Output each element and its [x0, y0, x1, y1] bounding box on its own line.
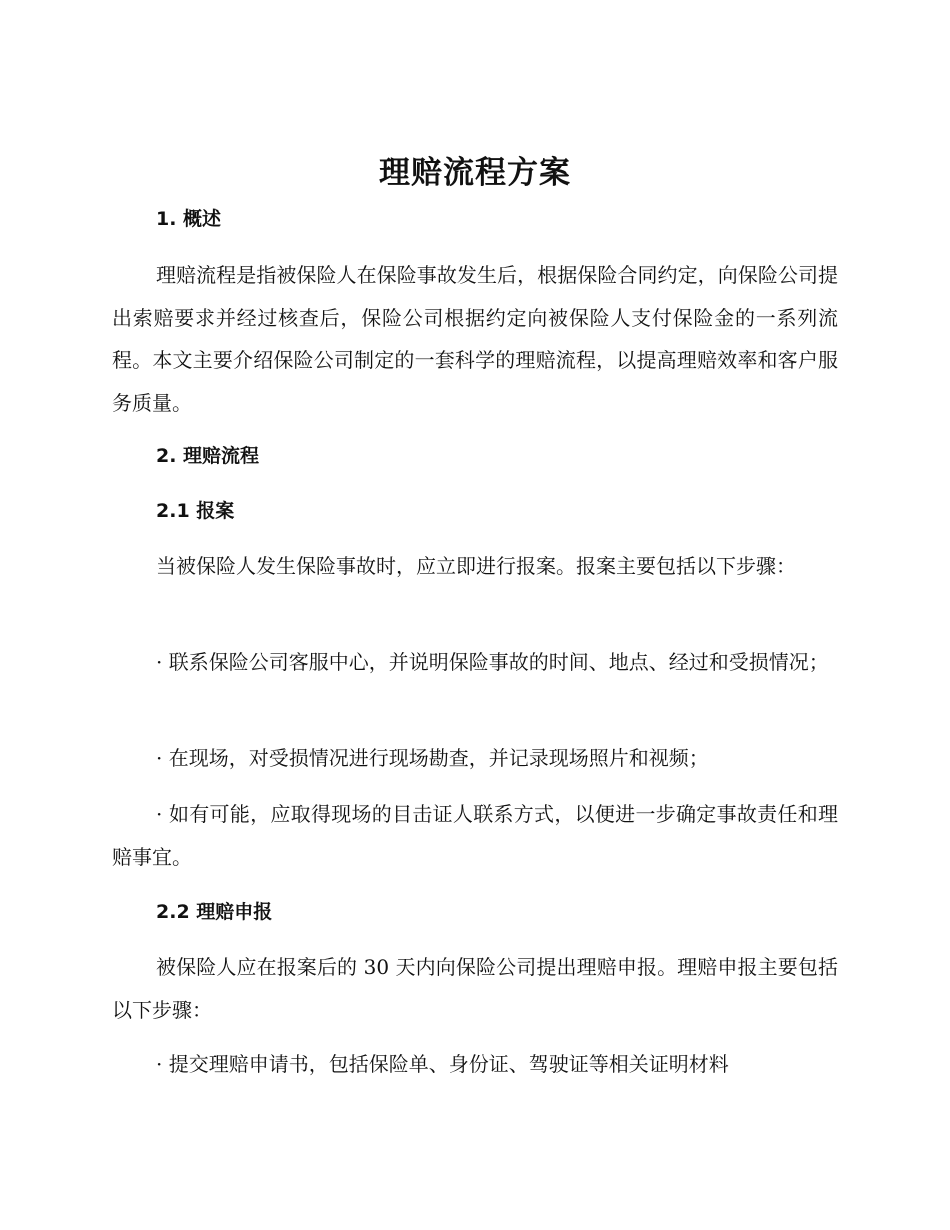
- report-intro-paragraph: 当被保险人发生保险事故时，应立即进行报案。报案主要包括以下步骤：: [156, 554, 796, 578]
- list-item: · 在现场，对受损情况进行现场勘查，并记录现场照片和视频；: [156, 746, 709, 770]
- section-heading-claims-process: 2. 理赔流程: [156, 445, 260, 467]
- section-heading-overview: 1. 概述: [156, 208, 222, 230]
- claim-intro-paragraph: 被保险人应在报案后的 30 天内向保险公司提出理赔申报。理赔申报主要包括以下步骤：: [112, 955, 838, 1022]
- overview-paragraph: 理赔流程是指被保险人在保险事故发生后，根据保险合同约定，向保险公司提出索赔要求并经过核查后，保险公司根据约定向被保险人支付保险金的一系列流程。本文主要介绍保险公司制定的一套科学的理赔流程，以提高理赔效率和客户服务质量。: [112, 263, 838, 415]
- list-item: · 如有可能，应取得现场的目击证人联系方式，以便进一步确定事故责任和理赔事宜。: [112, 802, 838, 869]
- list-item: · 提交理赔申请书，包括保险单、身份证、驾驶证等相关证明材料: [156, 1052, 729, 1076]
- document-title: 理赔流程方案: [379, 155, 571, 191]
- subsection-heading-claim-filing: 2.2 理赔申报: [156, 901, 273, 923]
- list-item: · 联系保险公司客服中心，并说明保险事故的时间、地点、经过和受损情况；: [156, 650, 829, 674]
- subsection-heading-report: 2.1 报案: [156, 500, 235, 522]
